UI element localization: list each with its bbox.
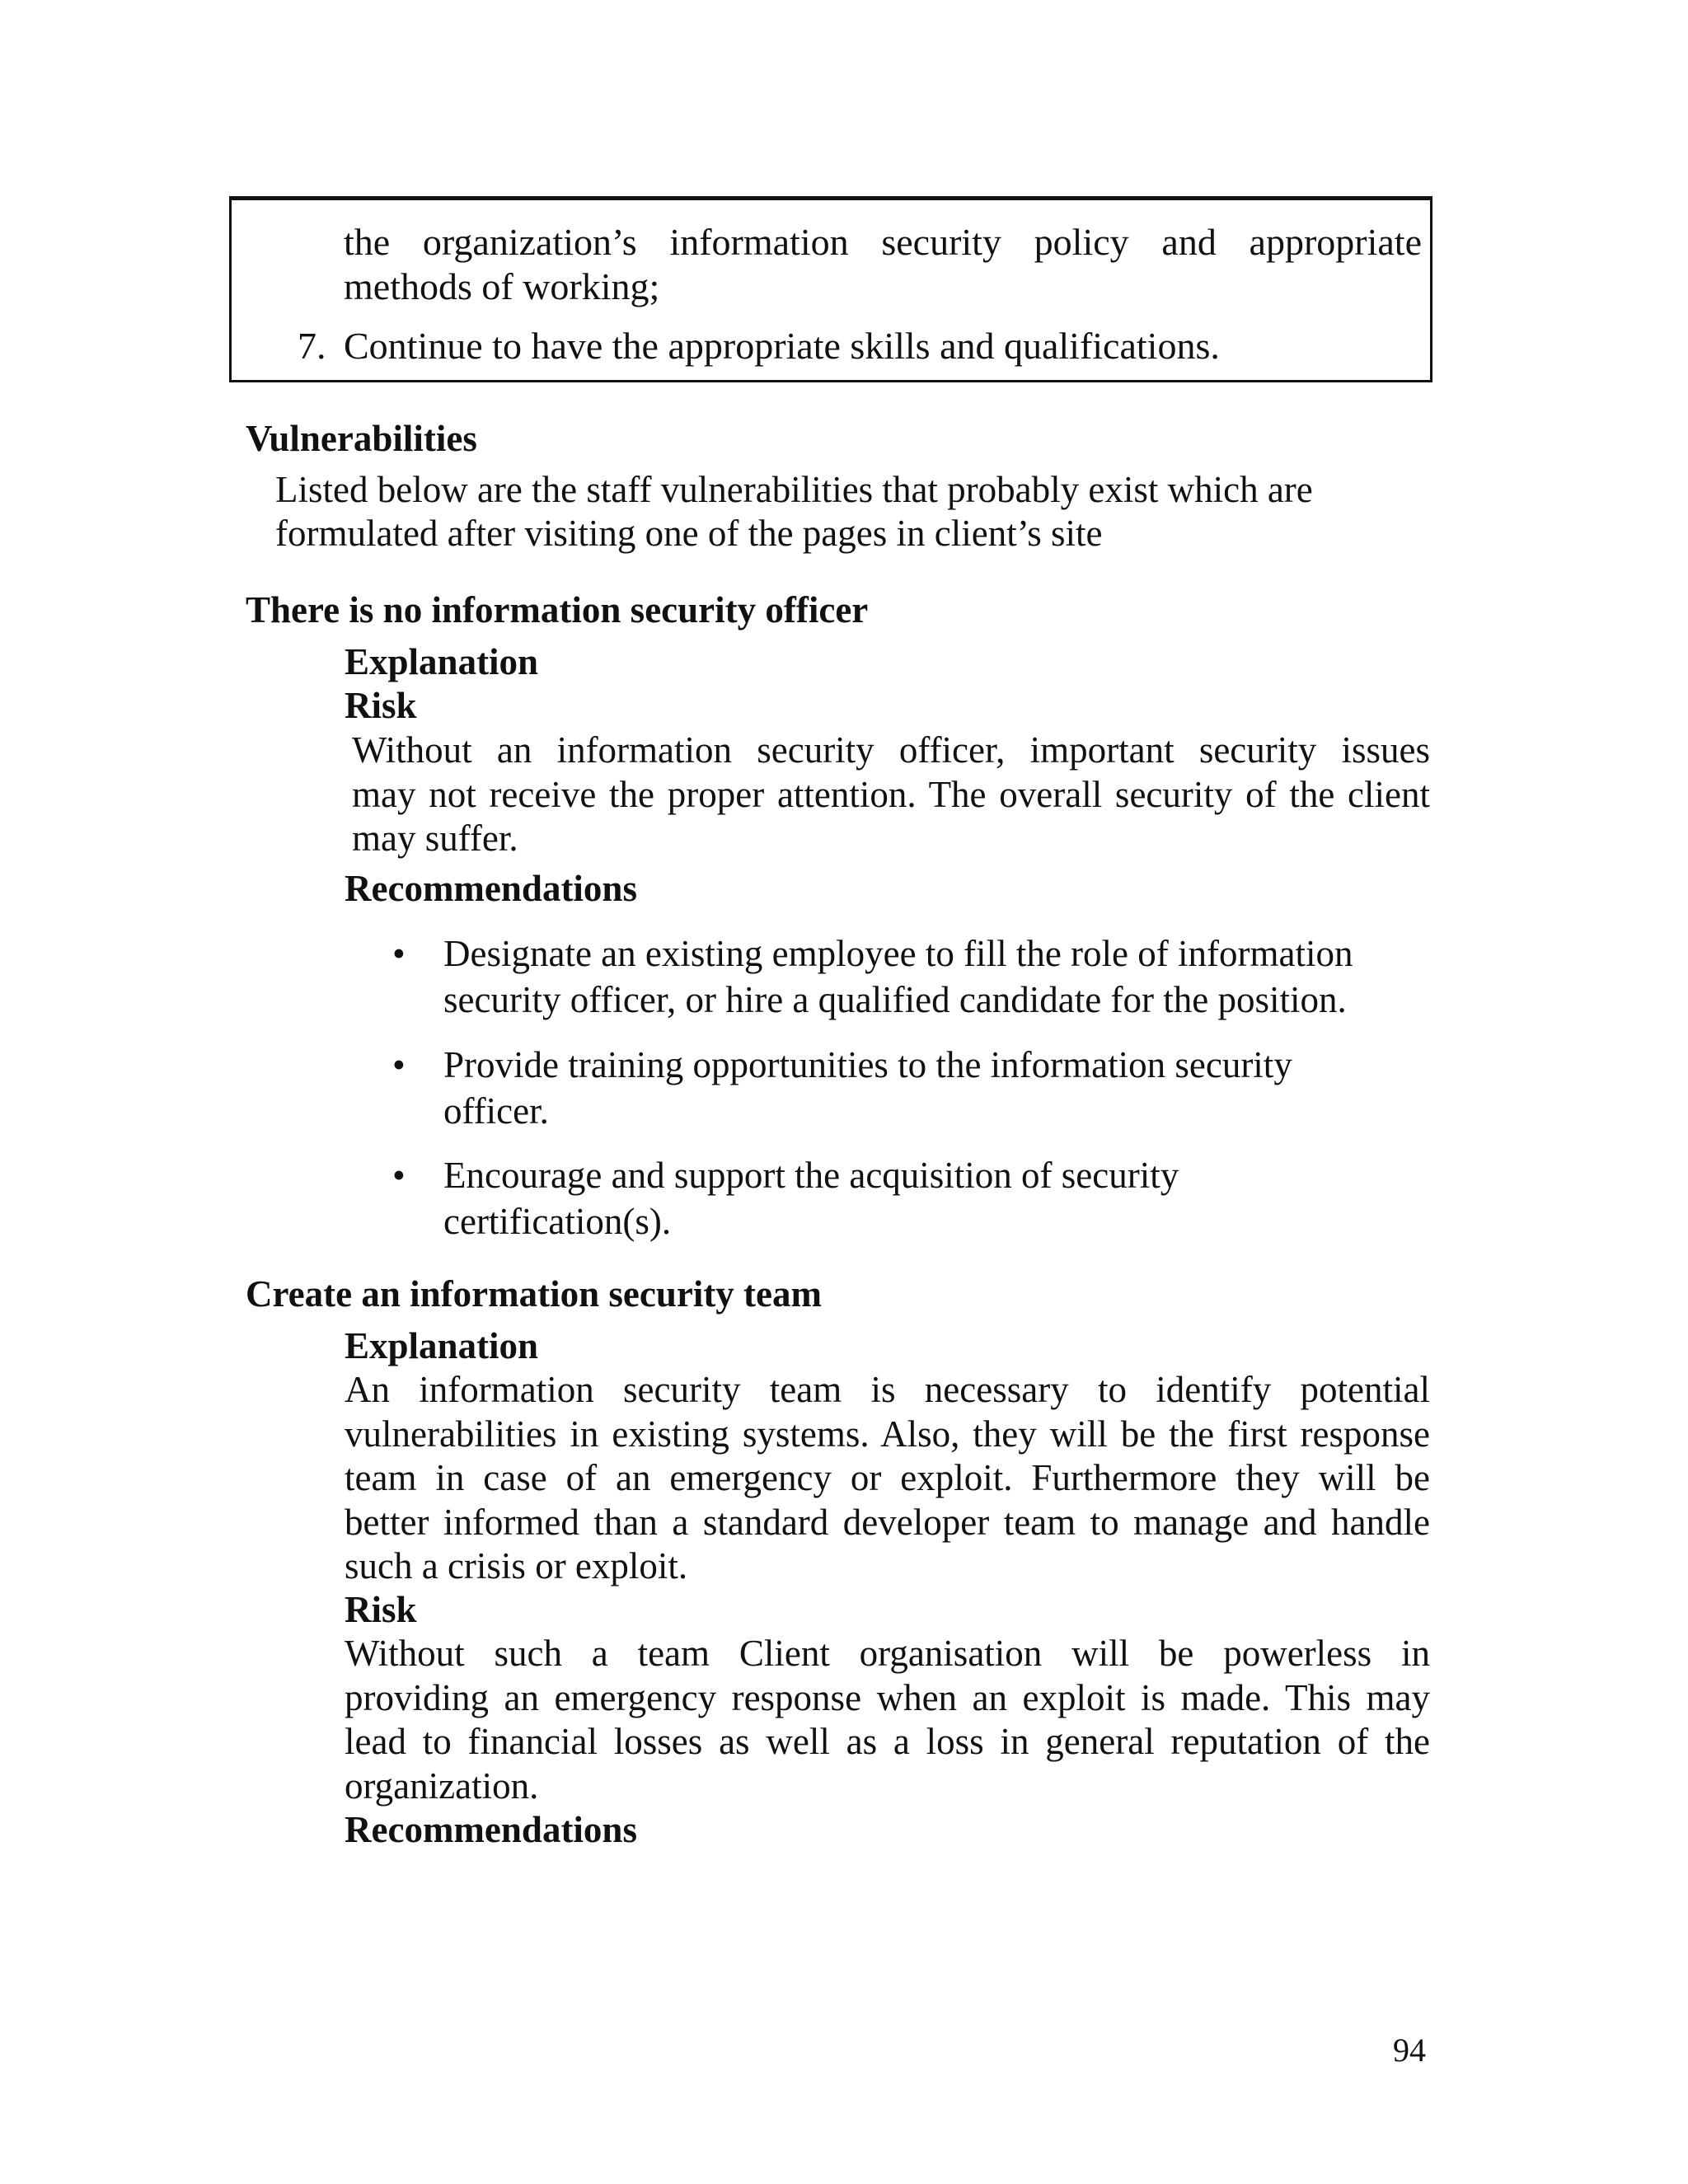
risk-paragraph [345,1632,1430,1808]
bullet-line: officer. [443,1090,549,1132]
explanation-label: Explanation [345,641,539,682]
risk-line: organization. [345,1765,539,1807]
risk-label: Risk [345,685,417,726]
explanation-line: better informed than a standard developer team to manage and handle [345,1501,1430,1543]
risk-line: lead to financial losses as well as a loss in general reputation of the [345,1721,1430,1762]
bullet-line: Encourage and support the acquisition of security [443,1155,1179,1196]
intro-line-2: formulated after visiting one of the pages in client’s site [275,513,1103,554]
recommendations-label: Recommendations [345,868,637,909]
continued-requirements-box [229,196,1432,382]
risk-line-1: Without an information security officer, important security issues [352,729,1430,771]
bullet-icon: • [392,933,406,974]
risk-label: Risk [345,1589,417,1630]
explanation-label: Explanation [345,1325,539,1366]
explanation-line: such a crisis or exploit. [345,1545,688,1586]
explanation-line: vulnerabilities in existing systems. Also, they will be the first response [345,1413,1430,1455]
bullet-line: security officer, or hire a qualified candidate for the position. [443,979,1347,1020]
explanation-line: An information security team is necessary to identify potential [345,1369,1430,1410]
risk-paragraph [352,729,1430,861]
explanation-line: team in case of an emergency or exploit. Furthermore they will be [345,1457,1430,1498]
risk-line-3: may suffer. [352,818,518,859]
list-item-7-text: Continue to have the appropriate skills and qualifications. [344,325,1220,367]
bullet-line: certification(s). [443,1201,672,1242]
risk-line: providing an emergency response when an exploit is made. This may [345,1676,1430,1718]
continued-line-2: methods of working; [344,265,660,307]
vulnerabilities-heading: Vulnerabilities [246,418,477,459]
bullet-line: Designate an existing employee to fill the role of information [443,933,1353,974]
section-heading-security-team: Create an information security team [246,1273,822,1315]
section-heading-no-security-officer: There is no information security officer [246,589,869,630]
intro-line-1: Listed below are the staff vulnerabilities that probably exist which are [275,469,1313,510]
bullet-line: Provide training opportunities to the information security [443,1044,1292,1085]
bullet-icon: • [392,1044,406,1085]
page-number: 94 [1393,2032,1426,2069]
vulnerabilities-intro [275,468,1429,555]
explanation-paragraph [345,1368,1430,1589]
recommendations-label: Recommendations [345,1809,637,1850]
list-item-7 [298,324,1369,368]
risk-line-2: may not receive the proper attention. The overall security of the client [352,773,1430,815]
list-item-7-number: 7. [298,325,326,367]
risk-line: Without such a team Client organisation will be powerless in [345,1633,1430,1674]
continued-list-item [344,220,1422,309]
continued-line-1: the organization’s information security policy and appropriate [344,221,1422,263]
bullet-icon: • [392,1155,406,1196]
